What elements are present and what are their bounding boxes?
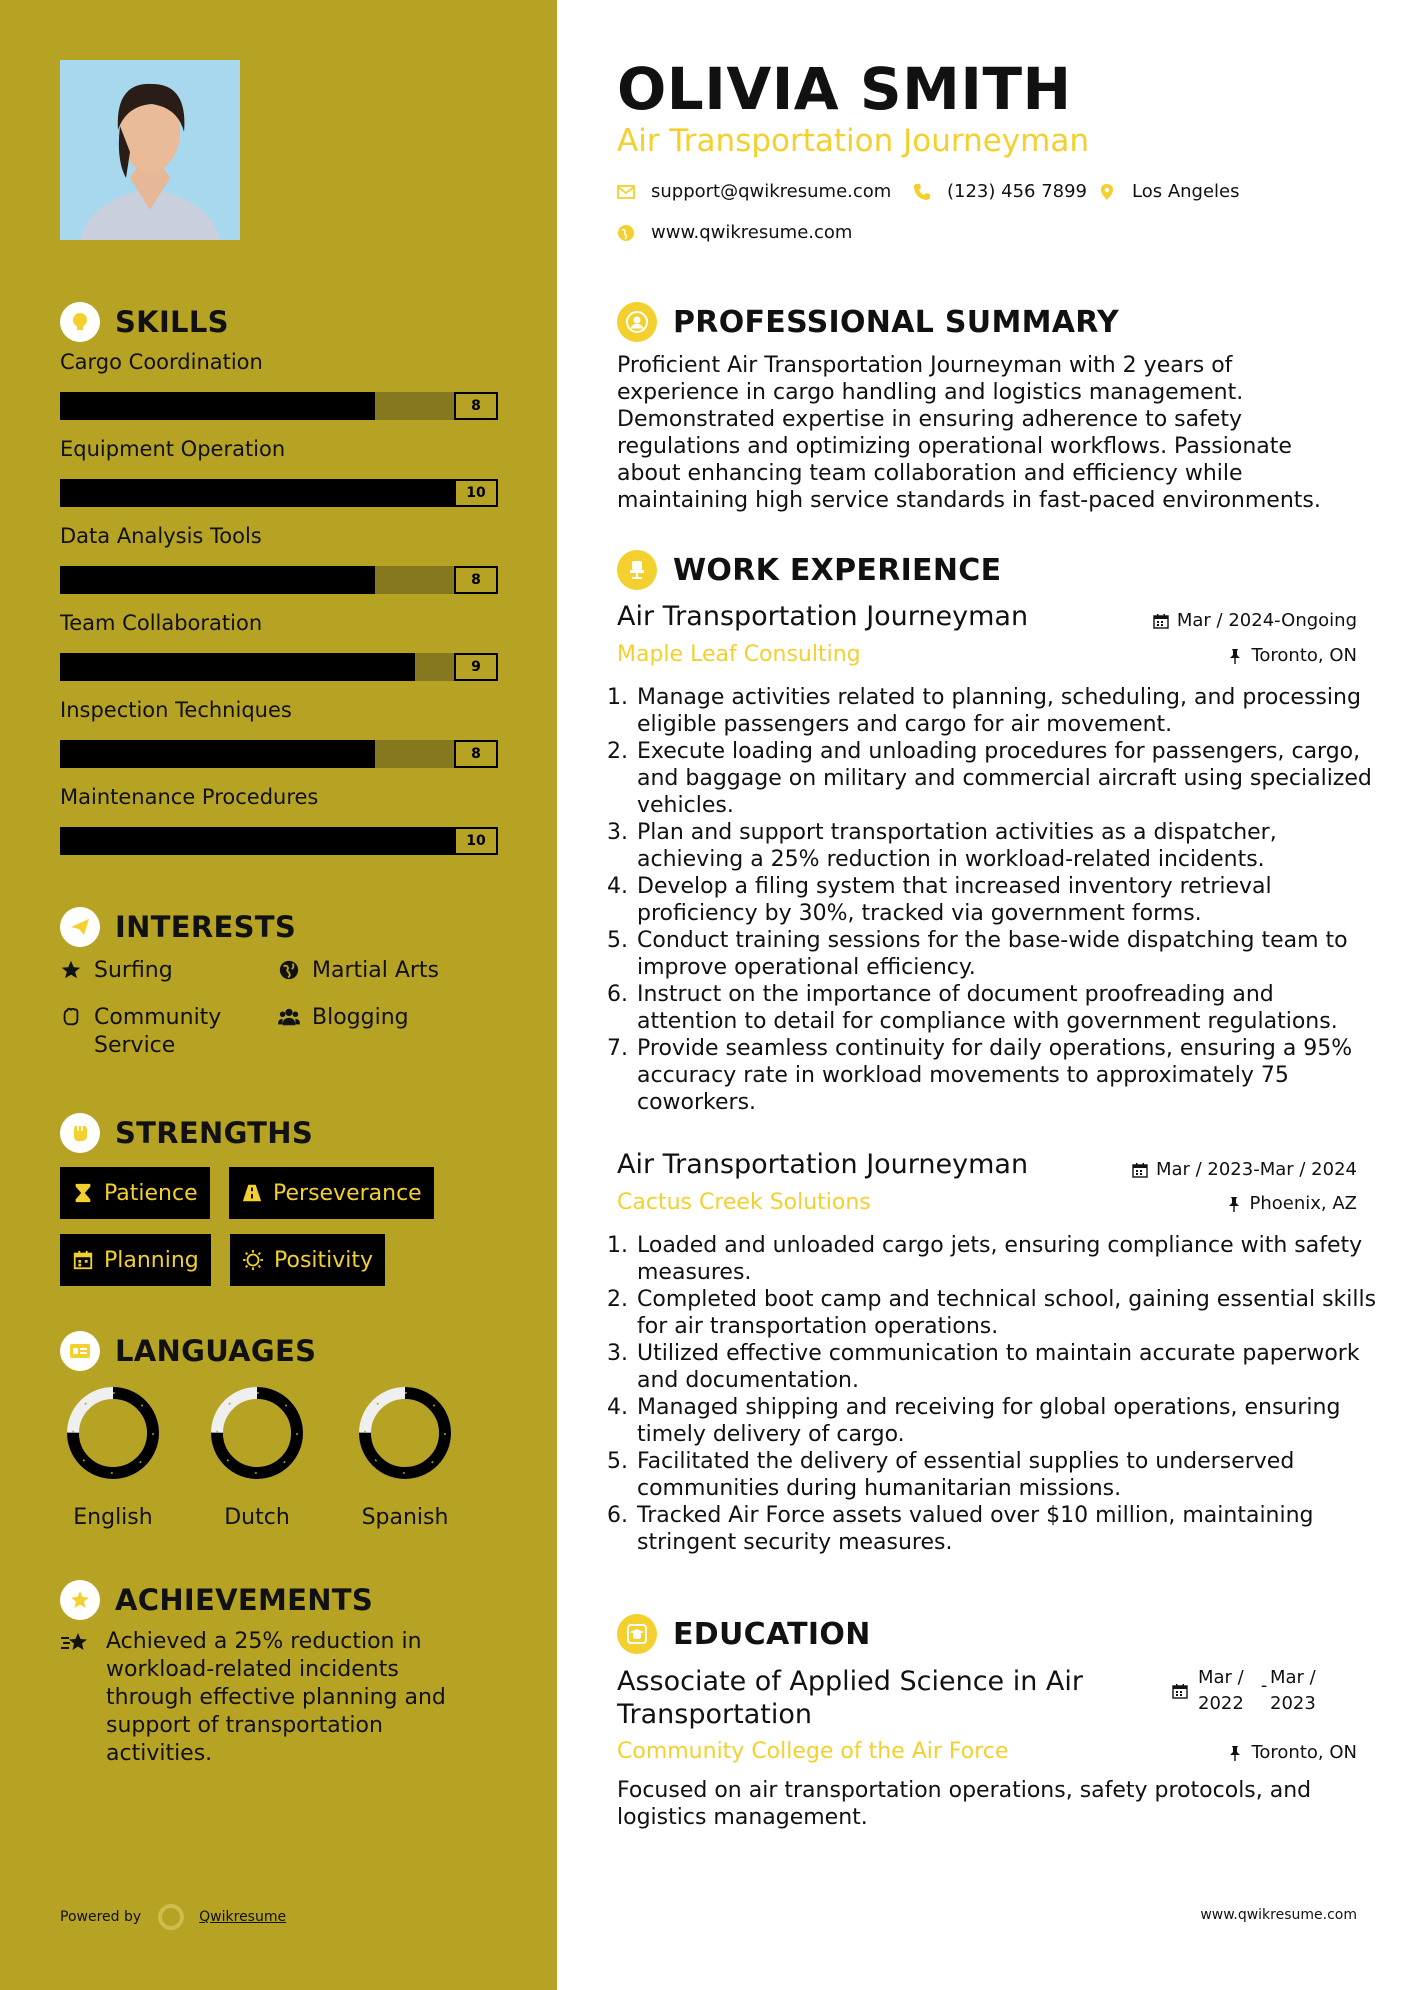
calendar-icon	[1172, 1683, 1188, 1699]
languages-heading: LANGUAGES	[60, 1331, 316, 1371]
skill-item: Cargo Coordination 8	[60, 350, 500, 420]
skills-heading: SKILLS	[60, 302, 229, 342]
duty-item: 5. Conduct training sessions for the base-wide dispatching team to improve operational efficiency.	[635, 927, 1377, 981]
duty-item: 3. Utilized effective communication to maintain accurate paperwork and documentation.	[635, 1340, 1377, 1394]
pushpin-icon	[1226, 1196, 1242, 1212]
sidebar	[0, 0, 557, 1990]
job-location: Phoenix, AZ	[1226, 1193, 1358, 1214]
strength-badge: Perseverance	[229, 1167, 434, 1219]
summary-heading: PROFESSIONAL SUMMARY	[617, 302, 1119, 342]
summary-text: Proficient Air Transportation Journeyman with 2 years of experience in cargo handling and logistics management. Demonstrated expertise in ensuring adherence to safety regulations and optimizing operational workflows. Passionate about enhancing team collaboration and efficiency while maintaining high service standards in fast-paced environments.	[617, 353, 1321, 513]
lightbulb-icon	[60, 302, 100, 342]
duty-item: 1. Loaded and unloaded cargo jets, ensuring compliance with safety measures.	[635, 1232, 1377, 1286]
language-card-icon	[60, 1331, 100, 1371]
interest-item: Martial Arts	[278, 957, 439, 985]
language-ring	[209, 1385, 305, 1481]
skill-bar	[60, 740, 498, 768]
graduation-cap-icon	[617, 1614, 657, 1654]
user-icon	[617, 302, 657, 342]
interest-item: Surfing	[60, 957, 173, 985]
duty-item: 1. Manage activities related to planning, scheduling, and processing eligible passengers and cargo for air movement.	[635, 684, 1377, 738]
skill-item: Equipment Operation 10	[60, 437, 500, 507]
pushpin-icon	[1227, 648, 1243, 664]
skill-level: 9	[454, 653, 498, 681]
profile-photo	[60, 60, 240, 240]
road-icon	[241, 1182, 263, 1204]
job-title: Air Transportation Journeyman	[617, 601, 1029, 632]
job-dates: Mar / 2024-Ongoing	[1153, 610, 1357, 631]
duty-item: 7. Provide seamless continuity for daily operations, ensuring a 95% accuracy rate in workload movements to approximately 75 coworkers.	[635, 1035, 1377, 1116]
education-dates: Mar / 2022 - Mar / 2023	[1172, 1665, 1330, 1717]
strength-badge: Positivity	[230, 1234, 385, 1286]
skill-bar	[60, 566, 498, 594]
skill-bar	[60, 479, 498, 507]
footer-website[interactable]: www.qwikresume.com	[1200, 1907, 1357, 1923]
job-location: Toronto, ON	[1227, 645, 1357, 666]
contact-website[interactable]: www.qwikresume.com	[617, 222, 852, 243]
job-duties	[617, 1232, 1377, 1556]
pushpin-icon	[1227, 1745, 1243, 1761]
skill-item: Maintenance Procedures 10	[60, 785, 500, 855]
language-item: English	[53, 1385, 173, 1530]
paper-plane-icon	[60, 907, 100, 947]
main-content	[557, 0, 1407, 1990]
star-icon	[60, 959, 82, 981]
interest-item: Blogging	[278, 1004, 409, 1032]
duty-item: 4. Managed shipping and receiving for global operations, ensuring timely delivery of cargo.	[635, 1394, 1377, 1448]
strengths-heading: STRENGTHS	[60, 1113, 313, 1153]
skill-bar	[60, 392, 498, 420]
job-dates: Mar / 2023-Mar / 2024	[1132, 1159, 1357, 1180]
users-icon	[278, 1006, 300, 1028]
skill-item: Inspection Techniques 8	[60, 698, 500, 768]
language-item: Dutch	[197, 1385, 317, 1530]
duty-item: 6. Tracked Air Force assets valued over $10 million, maintaining stringent security measures.	[635, 1502, 1377, 1556]
strength-badge: Planning	[60, 1234, 211, 1286]
skill-level: 8	[454, 392, 498, 420]
map-pin-icon	[1098, 183, 1116, 201]
duty-item: 3. Plan and support transportation activities as a dispatcher, achieving a 25% reduction in workload-related incidents.	[635, 819, 1377, 873]
skill-level: 8	[454, 740, 498, 768]
calendar-icon	[72, 1249, 94, 1271]
skill-item: Team Collaboration 9	[60, 611, 500, 681]
company-name: Cactus Creek Solutions	[617, 1190, 871, 1215]
education-heading: EDUCATION	[617, 1614, 871, 1654]
interests-heading: INTERESTS	[60, 907, 296, 947]
office-chair-icon	[617, 550, 657, 590]
skill-level: 10	[454, 479, 498, 507]
duty-item: 5. Facilitated the delivery of essential supplies to underserved communities during humanitarian missions.	[635, 1448, 1377, 1502]
phone-icon	[913, 183, 931, 201]
degree-title: Associate of Applied Science in Air Transportation	[617, 1666, 1084, 1730]
school-name: Community College of the Air Force	[617, 1739, 1009, 1764]
qwikresume-link[interactable]: Qwikresume	[199, 1909, 287, 1925]
qwikresume-logo-icon	[157, 1903, 185, 1931]
globe-icon	[278, 959, 300, 981]
experience-heading: WORK EXPERIENCE	[617, 550, 1001, 590]
shooting-star-icon	[60, 1630, 90, 1656]
hand-icon	[60, 1006, 82, 1028]
skill-level: 8	[454, 566, 498, 594]
achievements-heading: ACHIEVEMENTS	[60, 1580, 373, 1620]
calendar-icon	[1153, 613, 1169, 629]
hourglass-icon	[72, 1182, 94, 1204]
star-badge-icon	[60, 1580, 100, 1620]
powered-by: Powered by Qwikresume	[60, 1903, 286, 1931]
language-item: Spanish	[345, 1385, 465, 1530]
skill-bar	[60, 653, 498, 681]
candidate-title: Air Transportation Journeyman	[617, 123, 1089, 159]
language-ring	[357, 1385, 453, 1481]
contact-email[interactable]: support@qwikresume.com	[617, 181, 891, 202]
education-location: Toronto, ON	[1227, 1742, 1357, 1763]
interest-item: Community Service	[60, 1004, 260, 1060]
fist-icon	[60, 1113, 100, 1153]
candidate-name: OLIVIA SMITH	[617, 55, 1072, 123]
contact-phone[interactable]: (123) 456 7899	[913, 181, 1087, 202]
job-duties	[617, 684, 1377, 1116]
duty-item: 6. Instruct on the importance of document proofreading and attention to detail for compliance with government regulations.	[635, 981, 1377, 1035]
envelope-icon	[617, 183, 635, 201]
job-title: Air Transportation Journeyman	[617, 1149, 1029, 1180]
duty-item: 2. Completed boot camp and technical school, gaining essential skills for air transportation operations.	[635, 1286, 1377, 1340]
contact-location: Los Angeles	[1098, 181, 1240, 202]
skill-level: 10	[454, 827, 498, 855]
duty-item: 4. Develop a filing system that increased inventory retrieval proficiency by 30%, tracked via government forms.	[635, 873, 1377, 927]
skill-item: Data Analysis Tools 8	[60, 524, 500, 594]
company-name: Maple Leaf Consulting	[617, 642, 861, 667]
education-description: Focused on air transportation operations, safety protocols, and logistics management.	[617, 1778, 1312, 1830]
achievement-item: Achieved a 25% reduction in workload-related incidents through effective planning and support of transportation activities.	[60, 1628, 480, 1768]
calendar-icon	[1132, 1162, 1148, 1178]
language-ring	[65, 1385, 161, 1481]
globe-icon	[617, 224, 635, 242]
strength-badge: Patience	[60, 1167, 210, 1219]
skill-bar	[60, 827, 498, 855]
duty-item: 2. Execute loading and unloading procedures for passengers, cargo, and baggage on military and commercial aircraft using specialized vehicles.	[635, 738, 1377, 819]
sun-icon	[242, 1249, 264, 1271]
